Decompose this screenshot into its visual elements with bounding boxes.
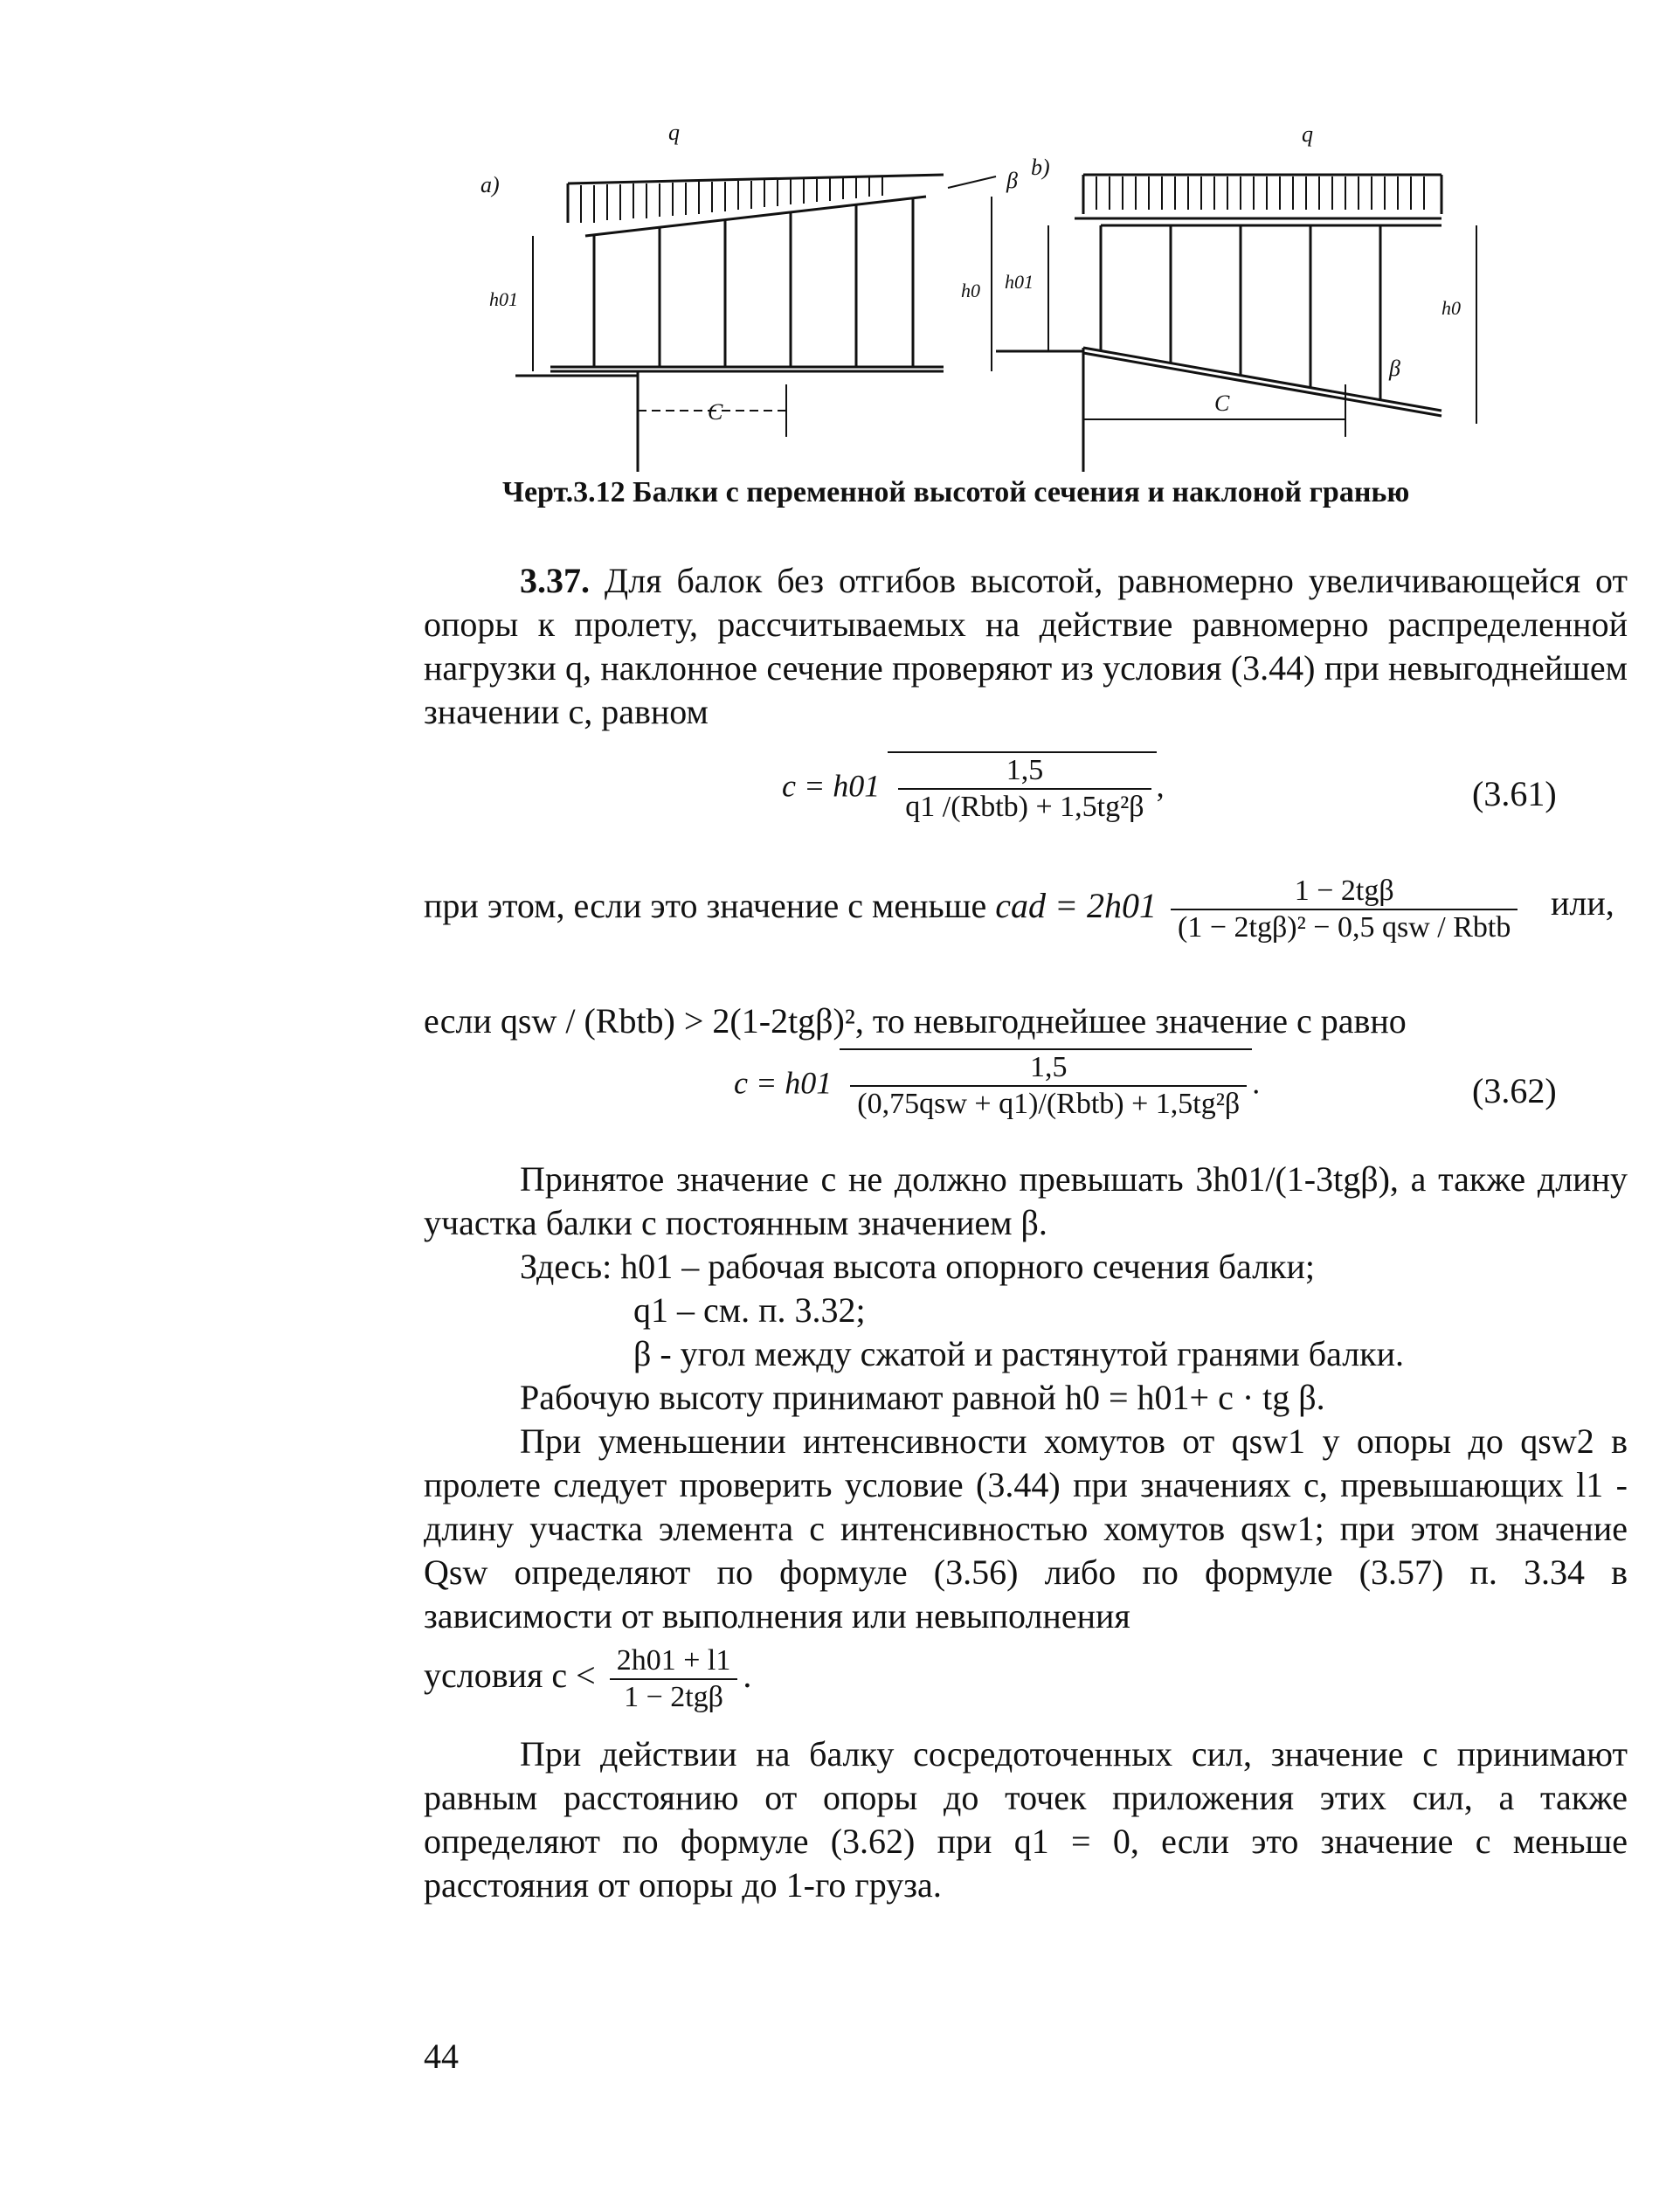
figure-caption: Черт.3.12 Балки с переменной высотой сечения и наклоной гранью [502,476,1410,508]
condition-line-2: если qsw / (Rbtb) > 2(1-2tgβ)², то невыгоднейшее значение c равно [424,1001,1407,1041]
paragraph-accepted-c: Принятое значение c не должно превышать 3h01/(1-3tgβ), а также длину участка балки с постоянным значением β. [424,1159,1628,1242]
condition-line-1-num: 1 − 2tgβ [1171,874,1518,910]
condition-line-1-text: при этом, если это значение c меньше [424,886,987,926]
condition-num: 2h01 + l1 [610,1643,738,1680]
paragraph-here-q1: q1 – см. п. 3.32; [633,1290,866,1330]
formula-3-62-fraction [850,1050,1247,1122]
formula-3-61-number: (3.61) [1472,774,1557,813]
formula-3-61-lhs: c = h01 [782,768,881,804]
condition-den: 1 − 2tgβ [624,1681,723,1713]
condition-fraction [610,1643,738,1715]
label-b: b) [1031,155,1050,180]
formula-3-61: c = h01 $\frac{1,5}{\text{q1 /(Rbtb) + 1,5tg²β}}$ , [782,751,1165,825]
beam-diagrams-svg [472,122,1564,472]
label-h0-a2: h0 [961,280,980,301]
formula-3-61-den: q1 /(Rbtb) + 1,5tg²β [905,791,1144,823]
label-c-a: C [708,399,723,425]
paragraph-stirrups: При уменьшении интенсивности хомутов от qsw1 у опоры до qsw2 в пролете следует проверить условие (3.44) при значениях c, превышающих l1 - длину участка элемента с интенсивностью хомутов qsw1; при этом значение Qsw определяют по формуле (3.56) либо по формуле (3.57) п. 3.34 в зависимости от выполнения или невыполнения [424,1421,1628,1635]
body-text [424,1158,1628,1907]
label-h0-b2: h0 [1441,297,1461,319]
formula-3-61-sqrt [888,751,1156,825]
label-c-b: C [1214,391,1230,416]
paragraph-working-height: Рабочую высоту принимают равной h0 = h01+ c · tg β. [520,1378,1325,1417]
paragraph-intro-text: Для балок без отгибов высотой, равномерно увеличивающейся от опоры к пролету, рассчитываемых на действие равномерно распределенной нагрузки q, наклонное сечение проверяют из условия (3.44) при невыгоднейшем значении c, равном [424,561,1628,731]
condition-line-1-or: или, [1551,883,1614,923]
condition-line-1-den: (1 − 2tgβ)² − 0,5 qsw / Rbtb [1178,911,1511,944]
section-number: 3.37. [520,561,590,600]
condition-line-1 [424,874,1523,945]
label-a: a) [480,172,500,197]
formula-3-61-fraction [898,753,1151,825]
formula-3-62: c = h01 $\frac{1,5}{\text{(0,75qsw + q1)/(Rbtb) + 1,5tg²β}}$ . [734,1048,1260,1122]
formula-3-62-den: (0,75qsw + q1)/(Rbtb) + 1,5tg²β [857,1088,1241,1120]
formula-3-61-num: 1,5 [898,753,1151,790]
paragraph-here-beta: β - угол между сжатой и растянутой гранями балки. [633,1334,1405,1373]
formula-3-62-number: (3.62) [1472,1071,1557,1110]
formula-3-62-num: 1,5 [850,1050,1247,1087]
section-3-37 [424,559,1628,734]
formula-3-62-sqrt [840,1048,1252,1122]
condition-line-1-formula: cad = 2h01 [995,886,1158,926]
condition-prefix: условия c < [424,1656,596,1696]
label-h0-b: h01 [1005,271,1034,293]
label-q-a: q [668,122,680,145]
paragraph-condition: условия c < $\frac{2h01 + l1}{\text{1 − 2tgβ}}$ . [424,1644,752,1713]
label-beta-b: β [1389,356,1400,381]
paragraph-intro [424,559,1628,734]
formula-3-62-lhs: c = h01 [734,1065,833,1101]
paragraph-here-h01: Здесь: h01 – рабочая высота опорного сечения балки; [520,1247,1315,1286]
paragraph-concentrated-forces: При действии на балку сосредоточенных сил, значение c принимают равным расстоянию от опоры до точек приложения этих сил, а также определяют по формуле (3.62) при q1 = 0, если это значение c меньше расстояния от опоры до 1-го груза. [424,1734,1628,1905]
label-h0-a: h01 [489,288,518,310]
label-q-b: q [1302,122,1313,147]
label-beta-a: β [1006,168,1018,193]
page-number: 44 [424,2036,459,2076]
beam-figure [472,122,1564,472]
condition-line-1-fraction [1171,874,1518,945]
